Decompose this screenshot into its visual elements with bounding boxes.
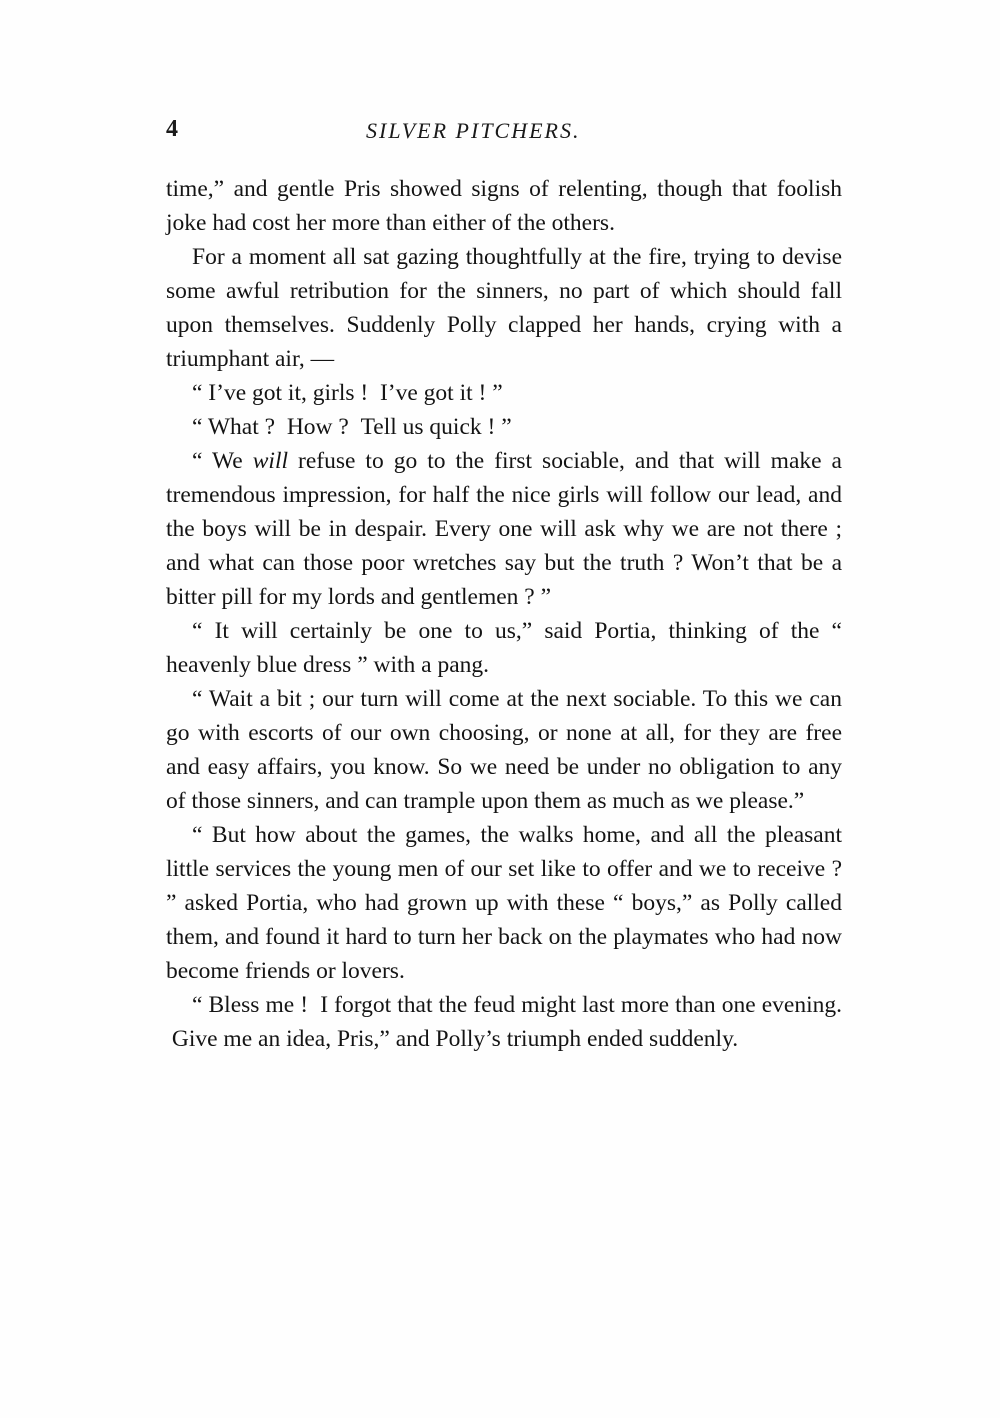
paragraph-text: “ We (192, 448, 253, 474)
paragraph: “ Wait a bit ; our turn will come at the next sociable. To this we can go with escorts of our own choosing, or none at all, for they are free and easy affairs, you know. So we need be under no obligation to any of those sinners, and can trample upon them as much as we please.” (166, 686, 842, 814)
body-text (166, 172, 842, 1056)
paragraph: “ It will certainly be one to us,” said Portia, thinking of the “ heavenly blue dress ” with a pang. (166, 618, 842, 678)
paragraph: “ I’ve got it, girls ! I’ve got it ! ” (192, 380, 503, 406)
emphasized-word: will (252, 448, 289, 474)
paragraph: For a moment all sat gazing thoughtfully at the fire, trying to devise some awful retribution for the sinners, no part of which should fall upon themselves. Suddenly Polly clapped her hands, crying with a triumphant air, — (166, 244, 842, 372)
book-title: SILVER PITCHERS. (366, 118, 581, 143)
paragraph (166, 444, 842, 614)
paragraph: time,” and gentle Pris showed signs of relenting, though that foolish joke had cost her more than either of the others. (166, 176, 842, 236)
page-number: 4 (166, 116, 178, 142)
paragraph-text: refuse to go to the first sociable, and that will make a tremendous impression, for half the nice girls will follow our lead, and the boys will be in despair. Every one will ask why we are not there ; and what can those poor wretches say but the truth ? Won’t that be a bitter pill for my lords and gentlemen ? ” (166, 448, 842, 610)
paragraph: “ What ? How ? Tell us quick ! ” (192, 414, 512, 440)
paragraph: “ Bless me ! I forgot that the feud might last more than one evening. Give me an idea, Pris,” and Polly’s triumph ended suddenly. (166, 992, 842, 1052)
paragraph: “ But how about the games, the walks home, and all the pleasant little services the young men of our set like to offer and we to receive ? ” asked Portia, who had grown up with these “ boys,” as Polly called them, and found it hard to turn her back on the playmates who had now become friends or lovers. (166, 822, 842, 984)
running-head (166, 116, 842, 146)
